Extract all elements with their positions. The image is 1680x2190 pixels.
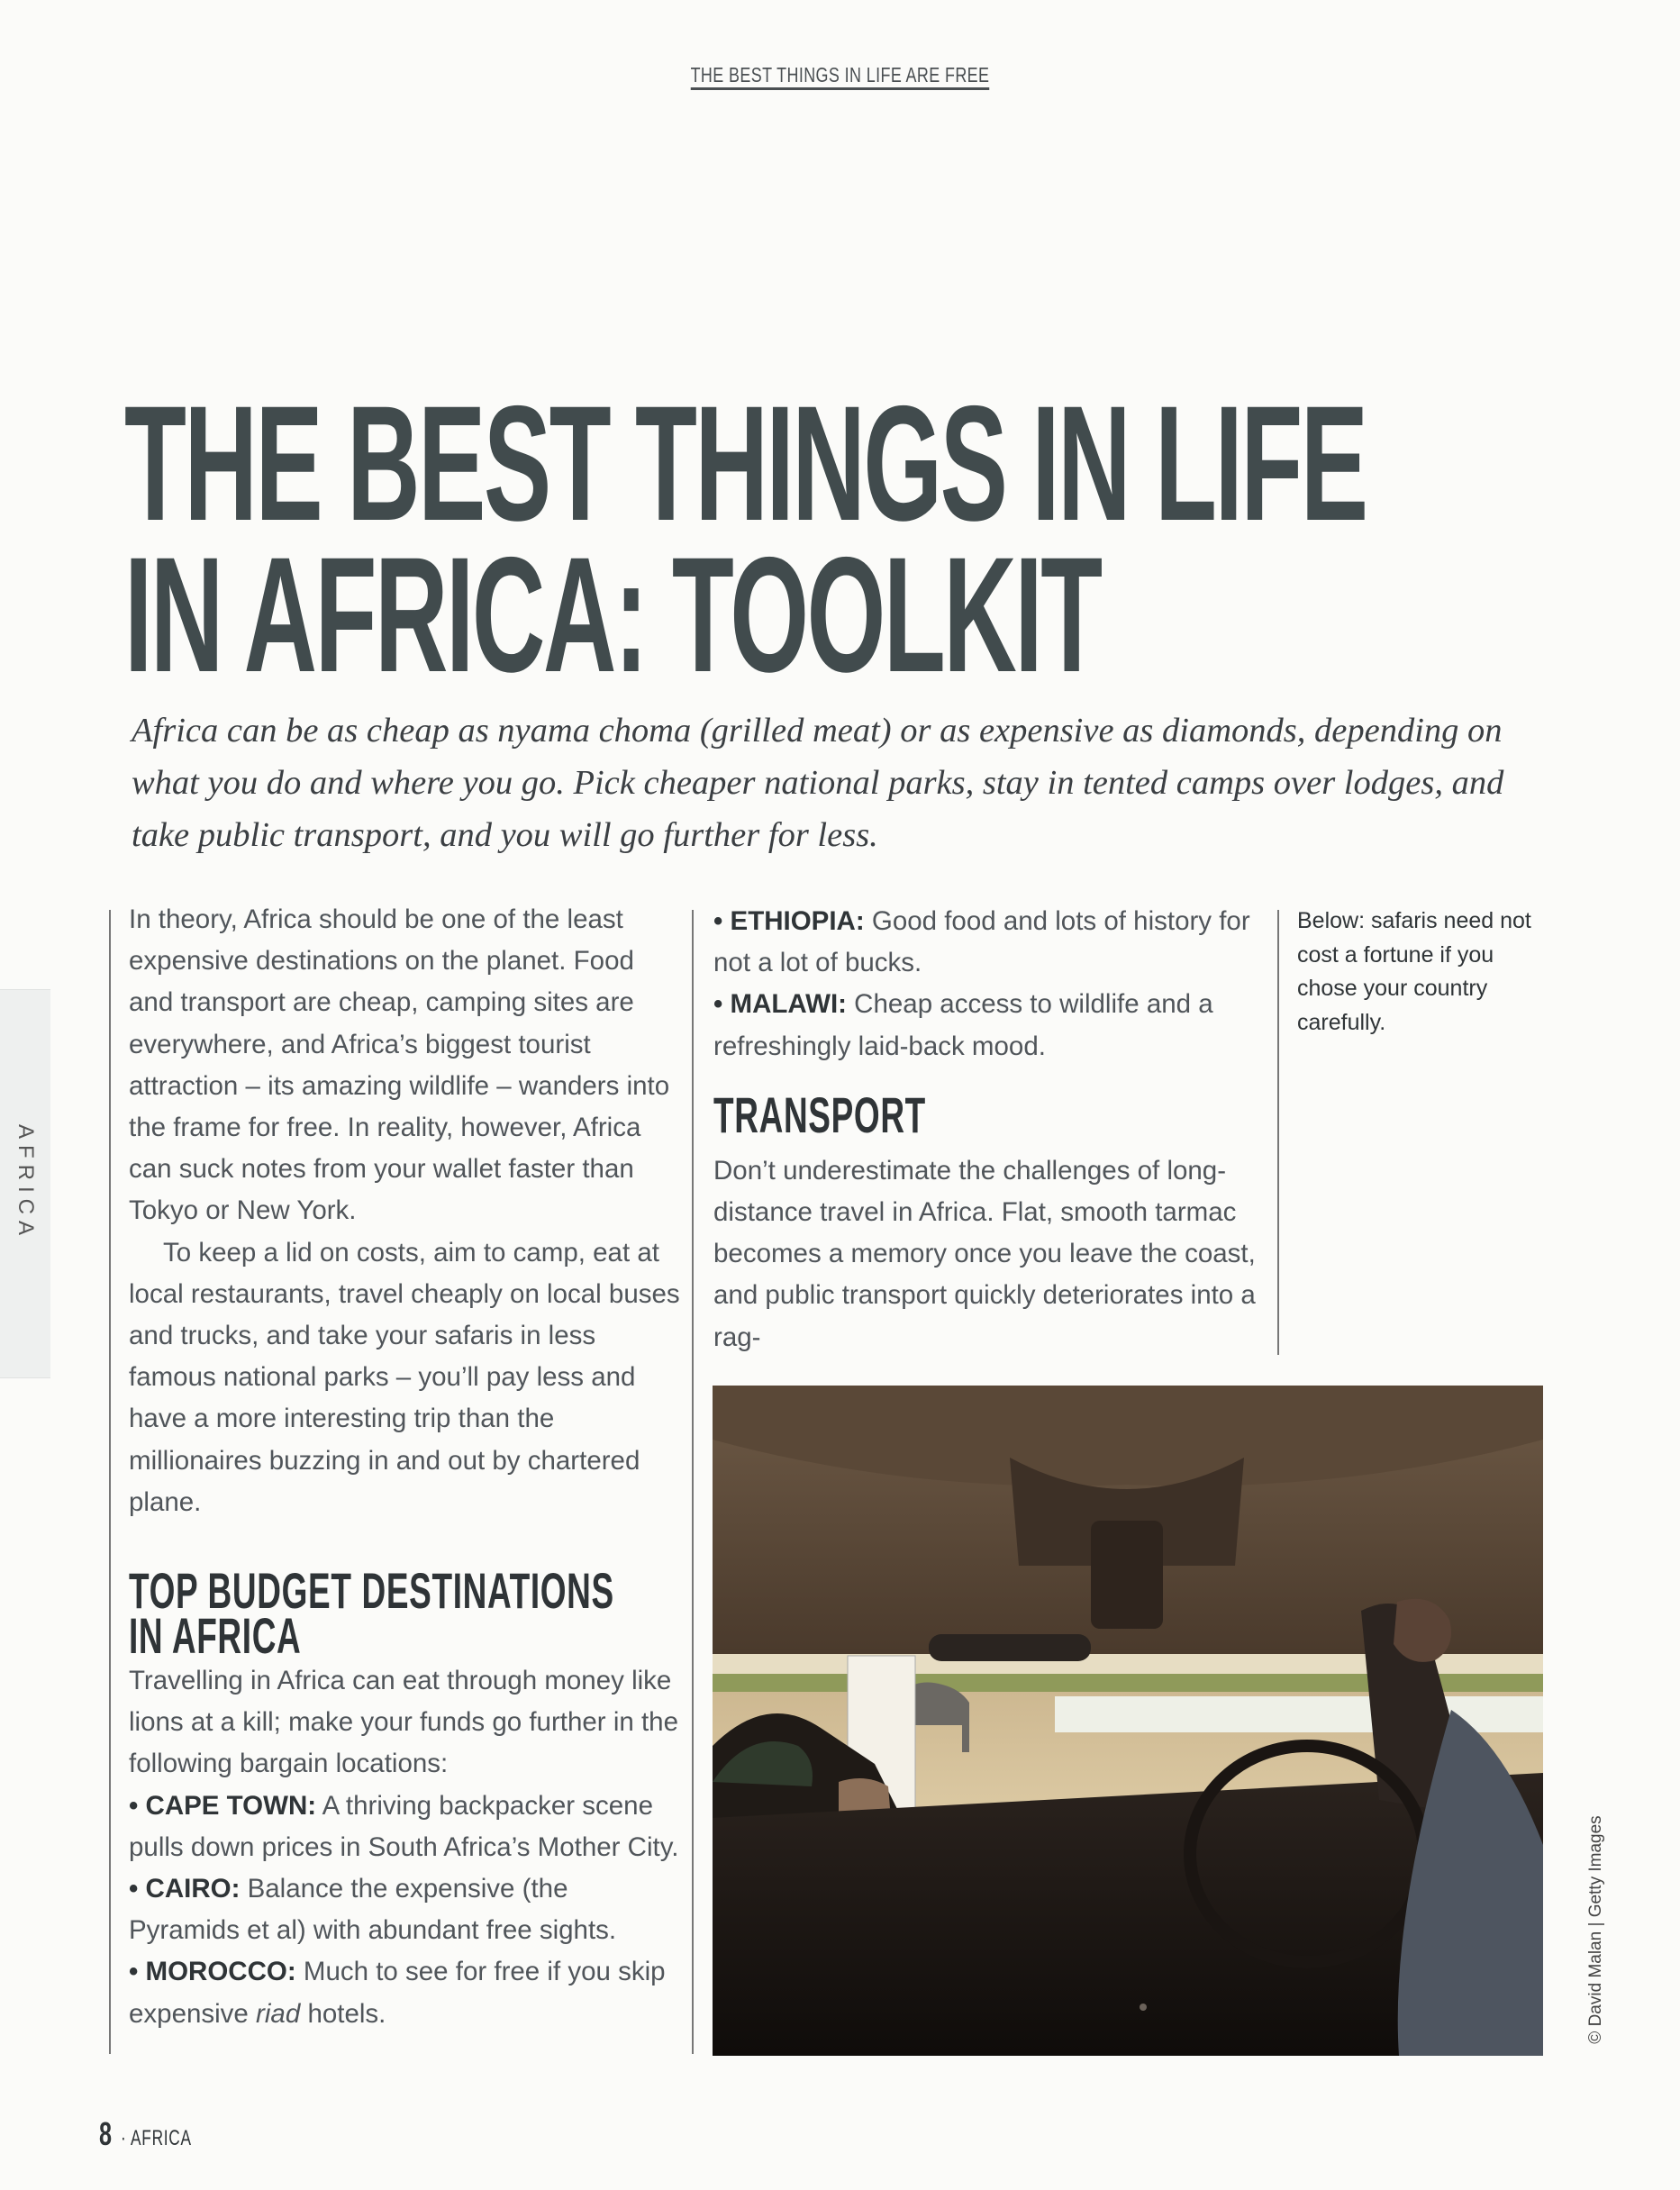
photo-caption: Below: safaris need not cost a fortune if you chose your country carefully. bbox=[1297, 908, 1531, 1035]
subhead-line: TRANSPORT bbox=[713, 1086, 926, 1143]
body-paragraph: In theory, Africa should be one of the least expensive destinations on the planet. Food and transport are cheap, camping sites are everywhere, and Africa’s biggest tourist attraction – its amazing wildlife – wanders into the frame for free. In reality, however, Africa can suck notes from your wallet faster than Tokyo or New York. bbox=[129, 904, 670, 1226]
list-item-label: • CAPE TOWN: bbox=[129, 1790, 317, 1821]
running-head: THE BEST THINGS IN LIFE ARE FREE bbox=[185, 63, 1495, 87]
title-line-1: THE BEST THINGS IN LIFE bbox=[124, 371, 1367, 555]
list-item bbox=[713, 901, 1263, 984]
body-paragraph: To keep a lid on costs, aim to camp, eat at local restaurants, travel cheaply on local buses and trucks, and take your safaris in less famous national parks – you’ll pay less and have a more interesting trip than the millionaires buzzing in and out by chartered plane. bbox=[129, 1237, 680, 1517]
body-paragraph: Don’t underestimate the challenges of long-distance travel in Africa. Flat, smooth tarmac becomes a memory once you leave the coast, and public transport quickly deteriorates into a rag- bbox=[713, 1155, 1256, 1352]
list-item-text: Good food and lots of history for not a lot of bucks. bbox=[713, 906, 1250, 978]
section-side-tab-label: AFRICA bbox=[14, 1123, 38, 1242]
safari-photo bbox=[713, 1386, 1543, 2056]
column-rule-1 bbox=[109, 910, 111, 2054]
body-paragraph: Travelling in Africa can eat through money like lions at a kill; make your funds go further in the following bargain locations: bbox=[129, 1666, 678, 1779]
subhead-transport bbox=[713, 1086, 1076, 1143]
page-folio bbox=[99, 2115, 220, 2153]
title-line-2: IN AFRICA: TOOLKIT bbox=[124, 523, 1101, 706]
list-item-label: • CAIRO: bbox=[129, 1874, 241, 1904]
list-item-text: hotels. bbox=[300, 1998, 386, 2029]
list-item-label: • MALAWI: bbox=[713, 989, 847, 1020]
list-item bbox=[129, 1951, 680, 2034]
list-item-text: Balance the expensive (the Pyramids et al) with abundant free sights. bbox=[129, 1874, 617, 1946]
subhead-line: TOP BUDGET DESTINATIONS bbox=[129, 1562, 614, 1620]
page-number: 8 bbox=[99, 2115, 113, 2152]
list-item-label: • ETHIOPIA: bbox=[713, 906, 865, 936]
list-item bbox=[713, 984, 1263, 1067]
standfirst: Africa can be as cheap as nyama choma (grilled meat) or as expensive as diamonds, depending on what you do and where you go. Pick cheaper national parks, stay in tented camps over lodges, and take public transport, and you will go further for less. bbox=[132, 712, 1504, 854]
column-rule-3 bbox=[1277, 910, 1279, 1355]
list-item-text: Cheap access to wildlife and a refreshingly laid-back mood. bbox=[713, 989, 1213, 1061]
column-rule-2 bbox=[692, 910, 694, 2054]
list-item-emphasis: riad bbox=[256, 1998, 301, 2029]
list-item-text: A thriving backpacker scene pulls down prices in South Africa’s Mother City. bbox=[129, 1790, 679, 1862]
subhead-line: IN AFRICA bbox=[129, 1607, 302, 1665]
list-item-label: • MOROCCO: bbox=[129, 1957, 296, 1987]
subhead-budget-destinations bbox=[129, 1562, 614, 1665]
page-title bbox=[124, 371, 1367, 706]
folio-section: · AFRICA bbox=[121, 2126, 193, 2150]
photo-credit: © David Malan | Getty Images bbox=[1586, 1815, 1605, 2044]
body-column-2 bbox=[713, 901, 1263, 1359]
list-item-text: Much to see for free if you skip expensive bbox=[129, 1957, 666, 2029]
list-item bbox=[129, 1786, 680, 1868]
list-item bbox=[129, 1868, 680, 1951]
body-column-1 bbox=[129, 899, 680, 2035]
